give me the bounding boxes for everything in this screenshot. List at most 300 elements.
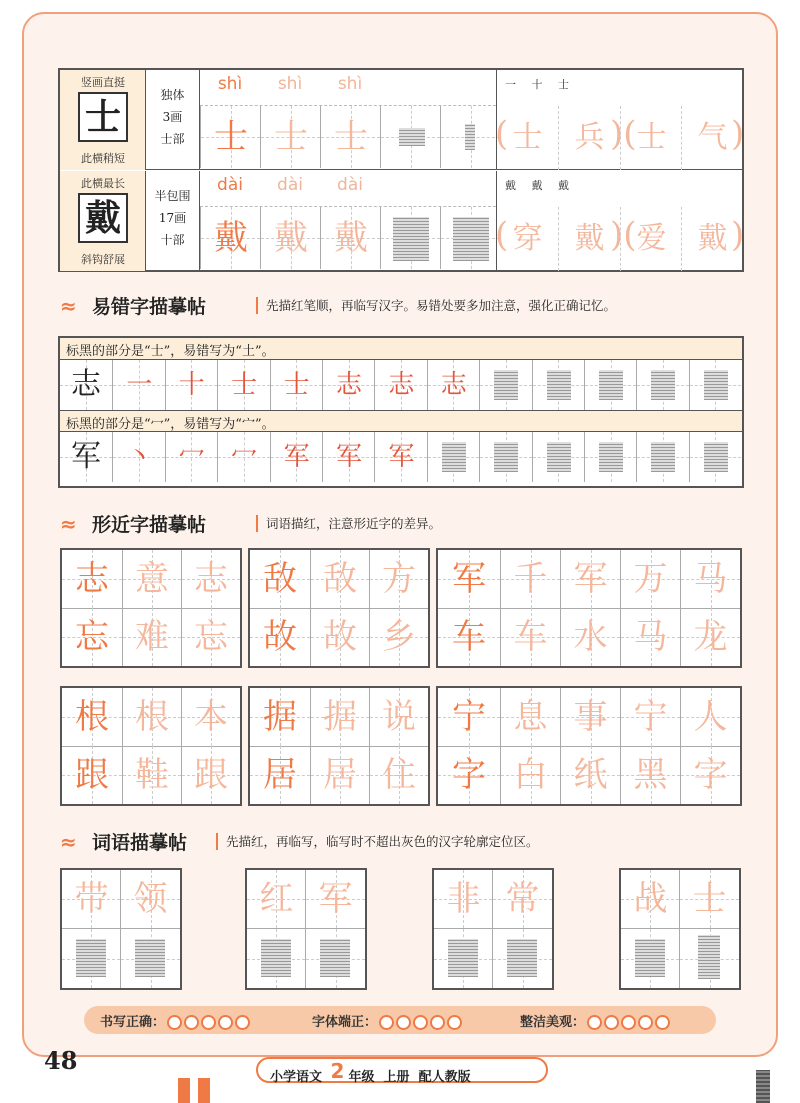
- word-char: 爱: [636, 221, 667, 256]
- similar-group: [436, 548, 742, 668]
- eval-label: 字体端正：: [312, 1015, 378, 1030]
- outline-guide: [261, 939, 291, 977]
- practice-cell[interactable]: [440, 106, 500, 168]
- trace-cell[interactable]: [620, 550, 680, 608]
- trace-cell[interactable]: [122, 746, 181, 804]
- practice-cell[interactable]: [479, 360, 531, 410]
- trace-cell[interactable]: [680, 870, 739, 929]
- step-cell[interactable]: [322, 432, 374, 482]
- practice-cell[interactable]: [427, 432, 479, 482]
- model-char: 居: [263, 755, 297, 795]
- trace-cell[interactable]: [680, 550, 740, 608]
- practice-cell[interactable]: [584, 432, 636, 482]
- outline-guide: [465, 124, 475, 150]
- error-label: 标黑的部分是“冖”，易错写为“宀”。: [60, 410, 742, 432]
- grade-number: 2: [330, 1059, 345, 1083]
- trace-cell[interactable]: [310, 746, 369, 804]
- section-desc: 先描红笔顺，再临写汉字。易错处要多加注意，强化正确记忆。: [266, 298, 617, 313]
- model-cell: [200, 207, 260, 269]
- outline-guide: [651, 442, 675, 472]
- eval-item: [520, 1011, 670, 1030]
- trace-cell[interactable]: [260, 207, 320, 269]
- practice-cell[interactable]: [121, 929, 180, 988]
- trace-cell[interactable]: [369, 746, 428, 804]
- eval-label: 整洁美观：: [520, 1015, 586, 1030]
- trace-cell[interactable]: [620, 608, 680, 666]
- practice-cell[interactable]: [247, 929, 306, 988]
- pinyin: dài: [217, 175, 243, 195]
- step-char: 丶: [126, 442, 153, 472]
- trace-cell[interactable]: [500, 746, 560, 804]
- pinyin-trace: shì: [277, 74, 303, 94]
- flower-icon[interactable]: [430, 1015, 445, 1030]
- edge-tab: [198, 1078, 210, 1103]
- eval-item: [100, 1011, 250, 1030]
- practice-cell[interactable]: [434, 929, 493, 988]
- divider: [256, 297, 258, 314]
- model-cell: [62, 550, 122, 608]
- pinyin-trace: dài: [337, 175, 363, 195]
- trace-char: 息: [513, 697, 548, 737]
- trace-char: 车: [513, 617, 548, 657]
- outline-guide: [704, 442, 728, 472]
- word-trace-box: [245, 868, 367, 990]
- outline-guide: [698, 935, 720, 979]
- trace-char: 常: [505, 879, 540, 919]
- model-char: 戴: [214, 218, 248, 258]
- step-char: 冖: [231, 442, 258, 472]
- trace-cell[interactable]: [369, 608, 428, 666]
- trace-char: 志: [194, 559, 228, 599]
- trace-char: 士: [334, 117, 368, 157]
- section-title: 词语描摹帖: [92, 832, 188, 854]
- section-words-header: [60, 828, 740, 856]
- trace-cell[interactable]: [121, 870, 180, 929]
- tip-bottom: 斜钩舒展: [81, 253, 125, 266]
- word-cell[interactable]: [620, 106, 681, 170]
- practice-cell[interactable]: [636, 360, 688, 410]
- trace-cell[interactable]: [680, 688, 740, 746]
- outline-guide: [635, 939, 665, 977]
- flower-icon[interactable]: [201, 1015, 216, 1030]
- flower-icon[interactable]: [235, 1015, 250, 1030]
- word-trace-box: [619, 868, 741, 990]
- flower-icon[interactable]: [604, 1015, 619, 1030]
- similar-group: [436, 686, 742, 806]
- model-cell: [250, 688, 310, 746]
- outline-guide: [599, 442, 623, 472]
- divider: [256, 515, 258, 532]
- trace-char: 军: [318, 879, 353, 919]
- model-cell: [62, 746, 122, 804]
- trace-cell[interactable]: [181, 608, 240, 666]
- step-cell[interactable]: [112, 360, 164, 410]
- outline-guide: [448, 939, 478, 977]
- trace-cell[interactable]: [181, 550, 240, 608]
- trace-cell[interactable]: [560, 550, 620, 608]
- trace-cell[interactable]: [620, 688, 680, 746]
- trace-cell[interactable]: [500, 608, 560, 666]
- paren-left: (: [495, 114, 509, 154]
- trace-cell[interactable]: [621, 870, 680, 929]
- trace-cell[interactable]: [560, 746, 620, 804]
- trace-cell[interactable]: [247, 870, 306, 929]
- radical: 十部: [160, 233, 185, 247]
- practice-cell[interactable]: [636, 432, 688, 482]
- outline-guide: [135, 939, 165, 977]
- trace-char: 事: [573, 697, 608, 737]
- word-char: 士: [636, 120, 667, 155]
- structure: 半包围: [154, 189, 191, 203]
- trace-char: 战: [633, 879, 668, 919]
- trace-cell[interactable]: [560, 688, 620, 746]
- char-card: [60, 171, 146, 271]
- model-cell: [62, 608, 122, 666]
- practice-cell[interactable]: [380, 106, 440, 168]
- practice-cell[interactable]: [479, 432, 531, 482]
- step-cell[interactable]: [374, 360, 426, 410]
- step-char: 冖: [178, 442, 205, 472]
- step-cell[interactable]: [112, 432, 164, 482]
- model-cell: [60, 360, 112, 410]
- word-cell[interactable]: [497, 207, 558, 271]
- pinyin: shì: [217, 74, 243, 94]
- pinyin-trace: shì: [337, 74, 363, 94]
- trace-char: 宁: [633, 697, 668, 737]
- stroke-count: 17画: [158, 211, 187, 225]
- paren-right: ): [731, 114, 745, 154]
- practice-cell[interactable]: [380, 207, 440, 269]
- trace-char: 方: [382, 559, 416, 599]
- model-cell: [438, 608, 500, 666]
- outline-guide: [494, 442, 518, 472]
- similar-group: [248, 548, 430, 668]
- step-cell[interactable]: [427, 360, 479, 410]
- trace-cell[interactable]: [500, 688, 560, 746]
- practice-cell[interactable]: [680, 929, 739, 988]
- grade-word: 年级: [348, 1070, 375, 1085]
- trace-char: 水: [573, 617, 608, 657]
- trace-char: 人: [693, 697, 728, 737]
- outline-guide: [453, 217, 489, 261]
- trace-cell[interactable]: [680, 746, 740, 804]
- trace-char: 万: [633, 559, 668, 599]
- trace-cell[interactable]: [493, 870, 552, 929]
- step-char: 士: [283, 370, 310, 400]
- step-cell[interactable]: [217, 432, 269, 482]
- trace-char: 非: [446, 879, 481, 919]
- char-info: [146, 171, 200, 271]
- trace-char: 敌: [323, 559, 357, 599]
- model-char: 故: [263, 617, 297, 657]
- trace-char: 忘: [194, 617, 228, 657]
- model-char: 字: [452, 755, 486, 795]
- trace-cell[interactable]: [122, 550, 181, 608]
- model-char: 志: [71, 367, 101, 402]
- similar-group: [60, 686, 242, 806]
- word-trace-box: [432, 868, 554, 990]
- practice-cell[interactable]: [689, 432, 741, 482]
- paren-right: )(: [610, 215, 637, 255]
- trace-cell[interactable]: [310, 608, 369, 666]
- word-cell[interactable]: [497, 106, 558, 170]
- trace-cell[interactable]: [122, 688, 181, 746]
- error-label: 标黑的部分是“士”，易错写为“土”。: [60, 338, 742, 360]
- flower-icon[interactable]: [379, 1015, 394, 1030]
- model-cell: [438, 746, 500, 804]
- practice-cell[interactable]: [689, 360, 741, 410]
- model-cell: [250, 608, 310, 666]
- step-char: 军: [283, 442, 310, 472]
- divider: [216, 833, 218, 850]
- main-char: 戴: [78, 193, 128, 243]
- wave-icon: ≈: [60, 830, 77, 854]
- trace-cell[interactable]: [320, 106, 380, 168]
- step-cell[interactable]: [270, 360, 322, 410]
- practice-cell[interactable]: [621, 929, 680, 988]
- trace-char: 戴: [334, 218, 368, 258]
- trace-char: 士: [274, 117, 308, 157]
- char-card: [60, 70, 146, 170]
- section-title: 易错字描摹帖: [92, 296, 207, 318]
- trace-cell[interactable]: [560, 608, 620, 666]
- char-row-dai: [60, 171, 745, 271]
- error-cells: [60, 360, 742, 410]
- char-row-shi: [60, 70, 745, 170]
- step-cell[interactable]: [322, 360, 374, 410]
- radical: 士部: [160, 132, 185, 146]
- flower-icon[interactable]: [447, 1015, 462, 1030]
- model-char: 敌: [263, 559, 297, 599]
- tip-top: 竖画直挺: [81, 76, 125, 89]
- trace-char: 居: [323, 755, 357, 795]
- stroke-order: [496, 171, 742, 207]
- word-char: 戴: [697, 221, 728, 256]
- trace-char: 马: [693, 559, 728, 599]
- main-char: 士: [78, 92, 128, 142]
- section-desc: 词语描红，注意形近字的差异。: [266, 516, 442, 531]
- trace-cell[interactable]: [620, 746, 680, 804]
- trace-cell[interactable]: [369, 550, 428, 608]
- trace-char: 故: [323, 617, 357, 657]
- trace-char: 千: [513, 559, 548, 599]
- outline-guide: [399, 128, 425, 146]
- error-cells: [60, 432, 742, 482]
- trace-cell[interactable]: [310, 550, 369, 608]
- step-char: 一: [126, 370, 153, 400]
- trace-char: 士: [692, 879, 727, 919]
- trace-char: 军: [573, 559, 608, 599]
- section-error-header: [60, 292, 740, 320]
- trace-char: 马: [633, 617, 668, 657]
- section-title: 形近字描摹帖: [92, 514, 207, 536]
- error-row: [58, 336, 744, 412]
- step-char: 志: [388, 370, 415, 400]
- practice-cell[interactable]: [532, 360, 584, 410]
- practice-cell[interactable]: [62, 929, 121, 988]
- tip-top: 此横最长: [81, 177, 125, 190]
- book-footer: [256, 1057, 548, 1083]
- outline-guide: [76, 939, 106, 977]
- practice-cell[interactable]: [532, 432, 584, 482]
- error-row: [58, 410, 744, 488]
- outline-guide: [547, 370, 571, 400]
- edge-tab: [178, 1078, 190, 1103]
- character-table: [58, 68, 744, 272]
- stroke-count: 3画: [162, 110, 183, 124]
- word-cells: [495, 207, 745, 271]
- trace-char: 说: [382, 697, 416, 737]
- word-char: 穿: [512, 221, 543, 256]
- trace-char: 意: [135, 559, 169, 599]
- word-char: 气: [697, 120, 728, 155]
- trace-char: 领: [133, 879, 168, 919]
- word-char: 士: [512, 120, 543, 155]
- similar-group: [248, 686, 430, 806]
- model-cell: [250, 746, 310, 804]
- outline-guide: [547, 442, 571, 472]
- model-char: 志: [75, 559, 109, 599]
- flower-icon[interactable]: [218, 1015, 233, 1030]
- word-char: 兵: [574, 120, 605, 155]
- eval-item: [312, 1011, 462, 1030]
- paren-right: ): [731, 215, 745, 255]
- evaluation-bar: [84, 1006, 716, 1034]
- trace-char: 纸: [573, 755, 608, 795]
- similar-group: [60, 548, 242, 668]
- model-char: 宁: [452, 697, 486, 737]
- trace-char: 红: [259, 879, 294, 919]
- step-cell[interactable]: [165, 360, 217, 410]
- page-number: 48: [44, 1046, 78, 1075]
- char-info: [146, 70, 200, 170]
- practice-cell[interactable]: [306, 929, 365, 988]
- outline-guide: [393, 217, 429, 261]
- outline-guide: [494, 370, 518, 400]
- word-cells: [495, 106, 745, 170]
- step-char: 志: [440, 370, 467, 400]
- pinyin-row: [200, 171, 496, 207]
- flower-icon[interactable]: [655, 1015, 670, 1030]
- trace-cell[interactable]: [500, 550, 560, 608]
- subject: 小学语文: [270, 1070, 323, 1085]
- trace-char: 白: [513, 755, 548, 795]
- trace-char: 根: [135, 697, 169, 737]
- outline-guide: [704, 370, 728, 400]
- outline-guide: [599, 370, 623, 400]
- trace-cell[interactable]: [306, 870, 365, 929]
- trace-cell[interactable]: [320, 207, 380, 269]
- trace-char: 龙: [693, 617, 728, 657]
- trace-cell[interactable]: [310, 688, 369, 746]
- model-char: 据: [263, 697, 297, 737]
- step-cell[interactable]: [270, 432, 322, 482]
- step-cell[interactable]: [165, 432, 217, 482]
- trace-char: 字: [693, 755, 728, 795]
- outline-guide: [442, 442, 466, 472]
- model-char: 跟: [75, 755, 109, 795]
- stroke-sequence: 一 十 士: [505, 78, 575, 91]
- wave-icon: ≈: [60, 512, 77, 536]
- step-char: 军: [388, 442, 415, 472]
- paren-left: (: [495, 215, 509, 255]
- flower-icon[interactable]: [413, 1015, 428, 1030]
- practice-cell[interactable]: [493, 929, 552, 988]
- trace-cell[interactable]: [181, 746, 240, 804]
- step-char: 军: [335, 442, 362, 472]
- outline-guide: [507, 939, 537, 977]
- tip-bottom: 此横稍短: [81, 152, 125, 165]
- flower-icon[interactable]: [587, 1015, 602, 1030]
- step-char: 士: [231, 370, 258, 400]
- model-cell: [60, 432, 112, 482]
- trace-char: 跟: [194, 755, 228, 795]
- trace-char: 难: [135, 617, 169, 657]
- pinyin-row: [200, 70, 496, 106]
- flower-icon[interactable]: [167, 1015, 182, 1030]
- structure: 独体: [160, 88, 185, 102]
- trace-char: 据: [323, 697, 357, 737]
- paren-right: )(: [610, 114, 637, 154]
- step-char: 十: [178, 370, 205, 400]
- trace-char: 戴: [274, 218, 308, 258]
- practice-cell[interactable]: [584, 360, 636, 410]
- model-char: 军: [71, 439, 101, 474]
- section-desc: 先描红，再临写，临写时不超出灰色的汉字轮廓定位区。: [226, 834, 539, 849]
- edge-marker: [756, 1070, 770, 1103]
- trace-cell[interactable]: [181, 688, 240, 746]
- trace-cell[interactable]: [434, 870, 493, 929]
- step-cell[interactable]: [374, 432, 426, 482]
- wave-icon: ≈: [60, 294, 77, 318]
- word-cell[interactable]: [620, 207, 681, 271]
- trace-cell[interactable]: [122, 608, 181, 666]
- model-cell: [200, 106, 260, 168]
- trace-cell[interactable]: [260, 106, 320, 168]
- model-cell: [438, 688, 500, 746]
- edition: 配人教版: [418, 1070, 471, 1085]
- model-char: 根: [75, 697, 109, 737]
- flower-icon[interactable]: [621, 1015, 636, 1030]
- step-char: 志: [335, 370, 362, 400]
- model-char: 车: [452, 617, 486, 657]
- trace-char: 住: [382, 755, 416, 795]
- trace-char: 鞋: [135, 755, 169, 795]
- flower-icon[interactable]: [396, 1015, 411, 1030]
- stroke-sequence: 戴 戴 戴: [505, 179, 575, 192]
- volume: 上册: [383, 1070, 410, 1085]
- step-cell[interactable]: [217, 360, 269, 410]
- model-char: 忘: [75, 617, 109, 657]
- model-cell: [438, 550, 500, 608]
- model-char: 士: [214, 117, 248, 157]
- word-trace-box: [60, 868, 182, 990]
- flower-icon[interactable]: [184, 1015, 199, 1030]
- flower-icon[interactable]: [638, 1015, 653, 1030]
- outline-guide: [651, 370, 675, 400]
- eval-label: 书写正确：: [100, 1015, 166, 1030]
- outline-guide: [320, 939, 350, 977]
- trace-char: 带: [74, 879, 109, 919]
- section-similar-header: [60, 510, 740, 538]
- trace-cell[interactable]: [680, 608, 740, 666]
- trace-cell[interactable]: [62, 870, 121, 929]
- model-cell: [250, 550, 310, 608]
- word-char: 戴: [574, 221, 605, 256]
- trace-cell[interactable]: [369, 688, 428, 746]
- model-char: 军: [452, 559, 486, 599]
- practice-cell[interactable]: [440, 207, 500, 269]
